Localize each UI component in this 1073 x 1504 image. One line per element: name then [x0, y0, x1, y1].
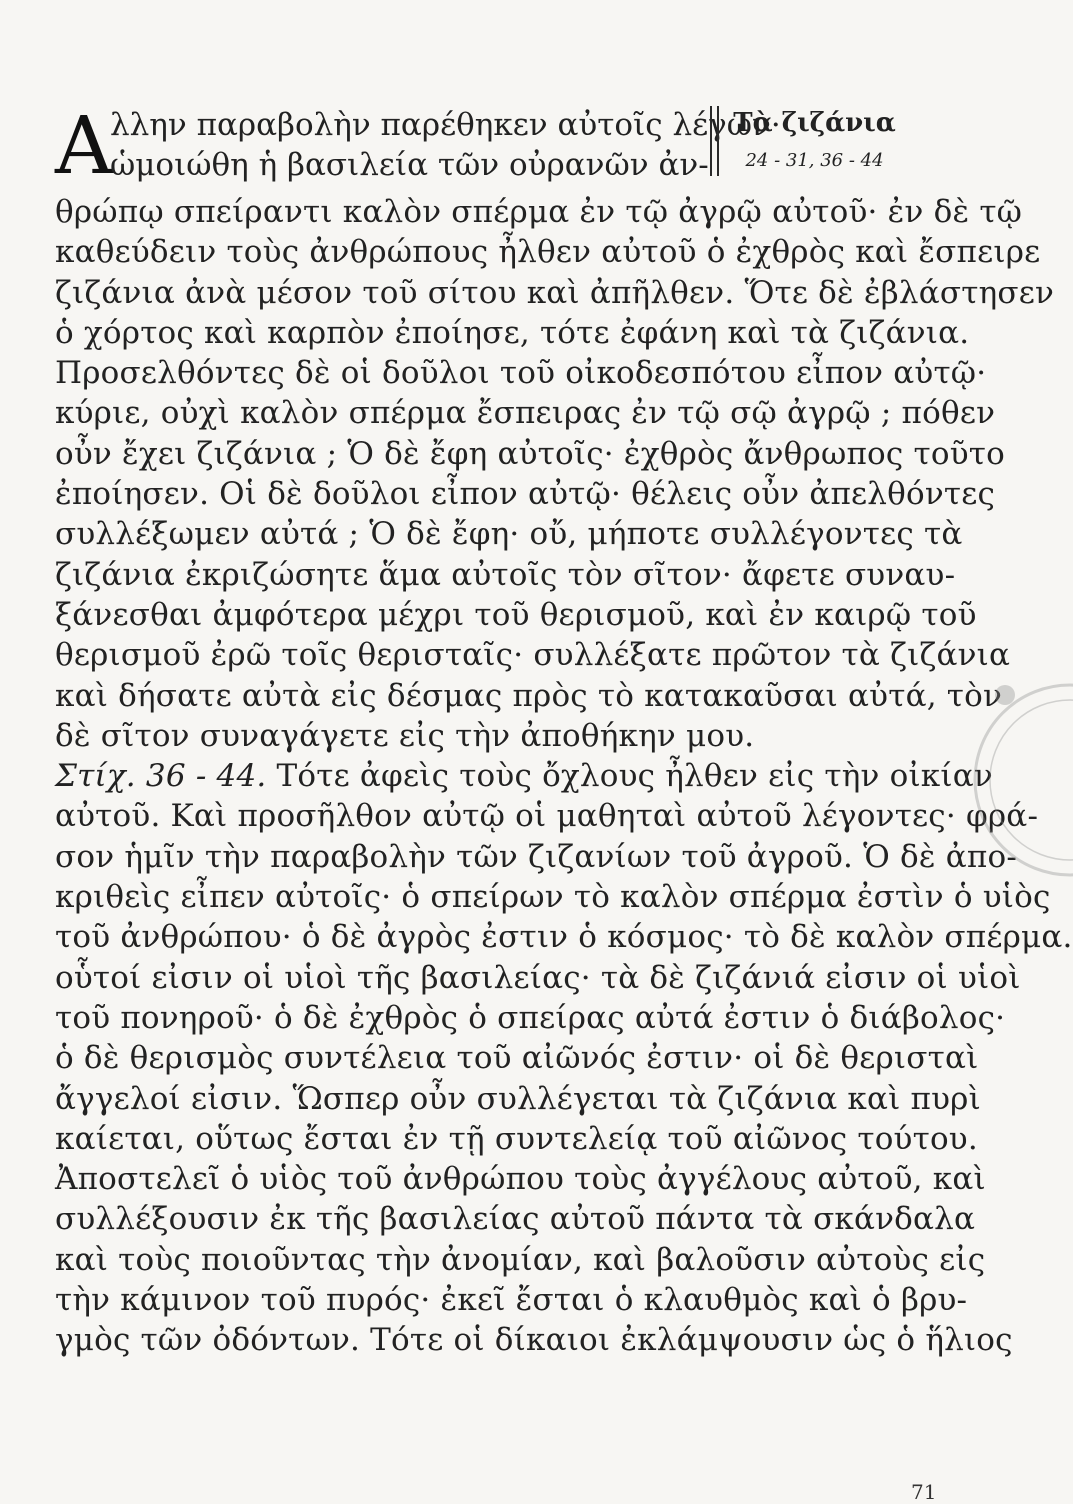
margin-note [727, 108, 902, 173]
text-line: Προσελθόντες δὲ οἱ δοῦλοι τοῦ οἰκοδεσπότου εἶπον αὐτῷ· [55, 355, 987, 392]
text-line: Ἀποστελεῖ ὁ υἱὸς τοῦ ἀνθρώπου τοὺς ἀγγέλους αὐτοῦ, καὶ [55, 1161, 986, 1198]
text-line: καὶ δήσατε αὐτὰ εἰς δέσμας πρὸς τὸ κατακαῦσαι αὐτά, τὸν [55, 677, 1003, 714]
text-line: τοῦ ἀνθρώπου· ὁ δὲ ἀγρὸς ἐστιν ὁ κόσμος· τὸ δὲ καλὸν σπέρμα. [55, 919, 1073, 956]
text-line: καὶ τοὺς ποιοῦντας τὴν ἀνομίαν, καὶ βαλοῦσιν αὐτοὺς εἰς [55, 1241, 986, 1278]
opening-line-2: ὡμοιώθη ἡ βασιλεία τῶν οὐρανῶν ἀν- [110, 147, 709, 183]
page-number: 71 [911, 1480, 937, 1504]
text-line: ζιζάνια ἐκριζώσητε ἅμα αὐτοῖς τὸν σῖτον· ἄφετε συναυ- [55, 556, 956, 593]
text-line: ὁ χόρτος καὶ καρπὸν ἐποίησε, τότε ἐφάνη καὶ τὰ ζιζάνια. [55, 314, 970, 351]
text-line: σον ἡμῖν τὴν παραβολὴν τῶν ζιζανίων τοῦ ἀγροῦ. Ὁ δὲ ἀπο- [55, 838, 1017, 875]
text-line: ὁ δὲ θερισμὸς συντέλεια τοῦ αἰῶνός ἐστιν· οἱ δὲ θερισταὶ [55, 1040, 979, 1077]
text-line: ἄγγελοί εἰσιν. Ὥσπερ οὖν συλλέγεται τὰ ζιζάνια καὶ πυρὶ [55, 1080, 981, 1117]
verse-ref-label: Στίχ. 36 - 44. [55, 758, 267, 795]
body-text [55, 192, 1073, 1361]
drop-cap: Α [55, 99, 113, 192]
text-line: οὖν ἔχει ζιζάνια ; Ὁ δὲ ἔφη αὐτοῖς· ἐχθρὸς ἄνθρωπος τοῦτο [55, 435, 1005, 472]
text-line: αὐτοῦ. Καὶ προσῆλθον αὐτῷ οἱ μαθηταὶ αὐτοῦ λέγοντες· φρά- [55, 798, 1039, 835]
text-line: ζιζάνια ἀνὰ μέσον τοῦ σίτου καὶ ἀπῆλθεν. Ὅτε δὲ ἐβλάστησεν [55, 274, 1055, 311]
verse-paragraph-first-line [55, 756, 993, 796]
text-line: συλλέξουσιν ἐκ τῆς βασιλείας αὐτοῦ πάντα τὰ σκάνδαλα [55, 1201, 976, 1238]
text-line: συλλέξωμεν αὐτά ; Ὁ δὲ ἔφη· οὔ, μήποτε συλλέγοντες τὰ [55, 516, 963, 553]
verse-first-line-text: Τότε ἀφεὶς τοὺς ὄχλους ἦλθεν εἰς τὴν οἰκίαν [276, 758, 993, 795]
text-line: γμὸς τῶν ὀδόντων. Τότε οἱ δίκαιοι ἐκλάμψουσιν ὡς ὁ ἥλιος [55, 1322, 1013, 1359]
book-page [55, 99, 1073, 1504]
text-line: καίεται, οὕτως ἔσται ἐν τῇ συντελείᾳ τοῦ αἰῶνος τούτου. [55, 1120, 978, 1157]
text-line: θρώπῳ σπείραντι καλὸν σπέρμα ἐν τῷ ἀγρῷ αὐτοῦ· ἐν δὲ τῷ [55, 194, 1023, 230]
verse-reference: 24 - 31, 36 - 44 [745, 150, 884, 172]
text-line: κριθεὶς εἶπεν αὐτοῖς· ὁ σπείρων τὸ καλὸν σπέρμα ἐστὶν ὁ υἱὸς [55, 879, 1051, 916]
text-line: οὗτοί εἰσιν οἱ υἱοὶ τῆς βασιλείας· τὰ δὲ ζιζάνιά εἰσιν οἱ υἱοὶ [55, 959, 1021, 996]
opening-line-1: λλην παραβολὴν παρέθηκεν αὐτοῖς λέγων· [110, 107, 781, 143]
text-line: ξάνεσθαι ἀμφότερα μέχρι τοῦ θερισμοῦ, καὶ ἐν καιρῷ τοῦ [55, 596, 977, 633]
section-title: Τὰ ζιζάνια [733, 108, 896, 138]
text-line: τὴν κάμινον τοῦ πυρός· ἐκεῖ ἔσται ὁ κλαυθμὸς καὶ ὁ βρυ- [55, 1282, 968, 1319]
library-stamp-graphic [920, 660, 1060, 900]
text-line: θερισμοῦ ἐρῶ τοῖς θερισταῖς· συλλέξατε πρῶτον τὰ ζιζάνια [55, 637, 1011, 674]
text-line: τοῦ πονηροῦ· ὁ δὲ ἐχθρὸς ὁ σπείρας αὐτά ἐστιν ὁ διάβολος· [55, 999, 1006, 1036]
text-line: καθεύδειν τοὺς ἀνθρώπους ἦλθεν αὐτοῦ ὁ ἐχθρὸς καὶ ἔσπειρε [55, 234, 1041, 271]
text-line: ἐποίησεν. Οἱ δὲ δοῦλοι εἶπον αὐτῷ· θέλεις οὖν ἀπελθόντες [55, 476, 996, 513]
margin-divider [710, 106, 719, 176]
text-line: κύριε, οὐχὶ καλὸν σπέρμα ἔσπειρας ἐν τῷ σῷ ἀγρῷ ; πόθεν [55, 395, 996, 432]
text-line: δὲ σῖτον συναγάγετε εἰς τὴν ἀποθήκην μου. [55, 717, 755, 754]
